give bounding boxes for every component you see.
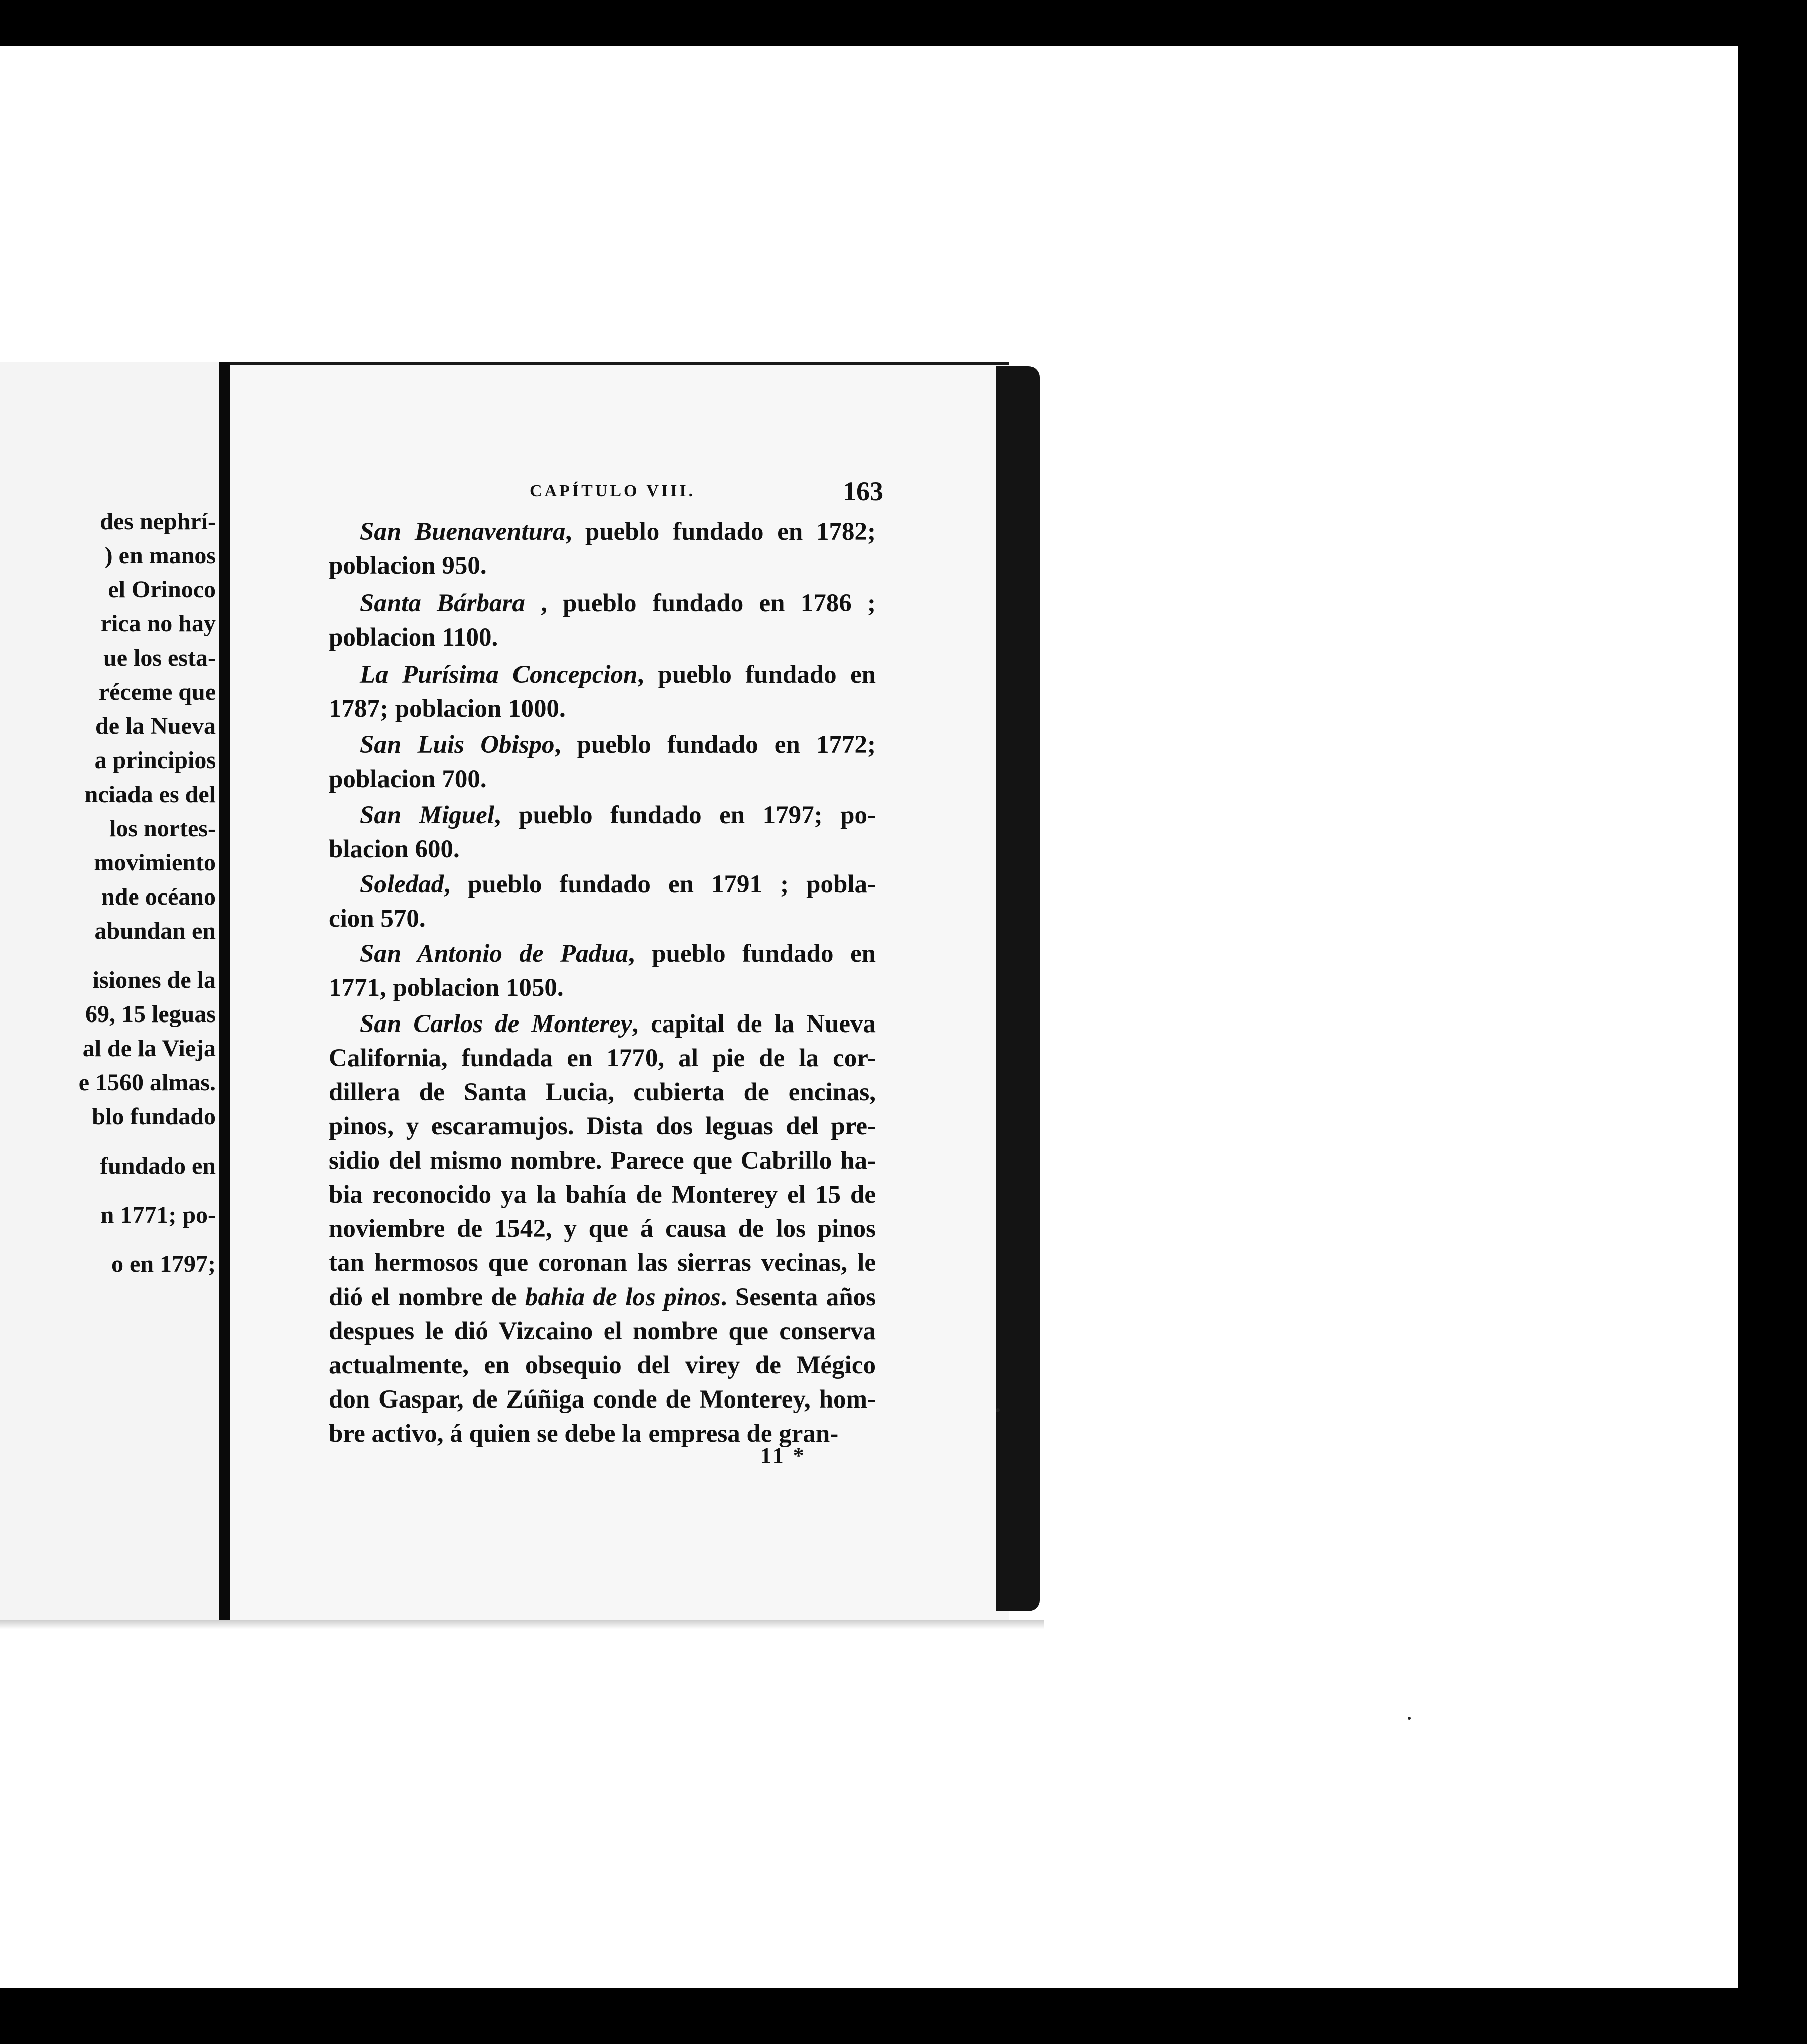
left-page-line: 69, 15 leguas — [85, 1001, 216, 1028]
left-page-line: a principios — [94, 747, 216, 774]
left-page-line: des nephrí- — [100, 508, 216, 535]
entry-line: noviembre de 1542, y que á causa de los pinos — [329, 1215, 876, 1243]
left-page-line: nde océano — [101, 883, 216, 910]
left-page-line: o en 1797; — [111, 1251, 216, 1278]
place-name: San Antonio de Padua — [360, 940, 628, 968]
left-page-line: isiones de la — [92, 967, 216, 993]
left-page-text — [0, 504, 216, 1282]
entry-line: actualmente, en obsequio del virey de Mégico — [329, 1351, 876, 1379]
entry-line: Santa Bárbara , pueblo fundado en 1786 ; — [360, 589, 876, 617]
entry-paragraph — [329, 867, 876, 936]
left-page-line: nciada es del — [84, 781, 216, 808]
entry-paragraph — [329, 586, 876, 655]
page-edge — [996, 366, 1040, 1611]
film-frame-bottom — [0, 1988, 1807, 2044]
entry-line: dillera de Santa Lucia, cubierta de encinas, — [329, 1078, 876, 1106]
entry-line: poblacion 700. — [329, 765, 487, 793]
left-page-line: rica no hay — [100, 610, 216, 637]
film-frame-right — [1738, 0, 1807, 2044]
page-number: 163 — [843, 476, 883, 506]
left-page-line: fundado en — [100, 1153, 216, 1179]
entry-line: cion 570. — [329, 905, 426, 933]
entry-line: California, fundada en 1770, al pie de la cor- — [329, 1044, 876, 1072]
entry-line: despues le dió Vizcaino el nombre que conserva — [329, 1317, 876, 1345]
entry-line: blacion 600. — [329, 835, 460, 863]
left-page-line: ) en manos — [104, 542, 216, 569]
chapter-title: CAPÍTULO VIII. — [530, 482, 696, 500]
place-name: San Miguel — [360, 801, 494, 829]
entry-line: don Gaspar, de Zúñiga conde de Monterey, hom- — [329, 1385, 876, 1414]
entry-paragraph — [329, 1007, 876, 1451]
left-page-line: de la Nueva — [95, 713, 216, 739]
place-name: La Purísima Concepcion — [360, 661, 638, 689]
entry-line: sidio del mismo nombre. Parece que Cabrillo ha- — [329, 1146, 876, 1175]
entry-paragraph — [329, 798, 876, 866]
place-name: Soledad — [360, 870, 444, 899]
left-page-line: los nortes- — [109, 815, 216, 842]
film-frame-top — [0, 0, 1807, 46]
left-page-line: ue los esta- — [103, 645, 216, 671]
entry-line: San Antonio de Padua, pueblo fundado en — [360, 940, 876, 968]
book-gutter — [219, 362, 230, 1622]
place-name: San Buenaventura — [360, 518, 566, 546]
entry-paragraph — [329, 658, 876, 726]
speck — [996, 1408, 1000, 1412]
italic-phrase: bahia de los pinos — [525, 1283, 721, 1311]
entry-paragraph — [329, 937, 876, 1005]
left-page-line: al de la Vieja — [82, 1035, 216, 1062]
left-page-line: réceme que — [98, 679, 216, 705]
page-shadow — [0, 1620, 1044, 1629]
entry-line: 1787; poblacion 1000. — [329, 695, 566, 723]
left-page-line: e 1560 almas. — [78, 1069, 216, 1096]
entry-paragraph — [329, 728, 876, 796]
entry-paragraph — [329, 515, 876, 583]
entry-line: San Luis Obispo, pueblo fundado en 1772; — [360, 731, 876, 759]
entry-line: dió el nombre de bahia de los pinos. Sesenta años — [329, 1283, 876, 1311]
entry-line: La Purísima Concepcion, pueblo fundado en — [360, 661, 876, 689]
left-page-line: abundan en — [94, 918, 216, 944]
left-page-line: movimiento — [94, 849, 216, 876]
entry-line: bia reconocido ya la bahía de Monterey el 15 de — [329, 1181, 876, 1209]
entry-line: Soledad, pueblo fundado en 1791 ; pobla- — [360, 870, 876, 899]
entry-line: San Miguel, pueblo fundado en 1797; po- — [360, 801, 876, 829]
signature-mark: 11 * — [760, 1443, 806, 1468]
entry-line: poblacion 950. — [329, 552, 487, 580]
entry-line: bre activo, á quien se debe la empresa de gran- — [329, 1420, 839, 1448]
speck — [1408, 1717, 1411, 1720]
entry-line: tan hermosos que coronan las sierras vecinas, le — [329, 1249, 876, 1277]
entry-line: 1771, poblacion 1050. — [329, 974, 564, 1002]
place-name: San Carlos de Monterey — [360, 1010, 632, 1038]
entry-line: San Carlos de Monterey, capital de la Nueva — [360, 1010, 876, 1038]
running-head — [329, 476, 883, 511]
left-page-line: n 1771; po- — [100, 1202, 216, 1228]
left-page-line: blo fundado — [92, 1103, 216, 1130]
place-name: San Luis Obispo — [360, 731, 555, 759]
entry-line: poblacion 1100. — [329, 623, 498, 652]
entry-line: San Buenaventura, pueblo fundado en 1782; — [360, 518, 876, 546]
place-name: Santa Bárbara — [360, 589, 525, 617]
entry-line: pinos, y escaramujos. Dista dos leguas del pre- — [329, 1112, 876, 1140]
left-page-line: el Orinoco — [108, 576, 216, 603]
